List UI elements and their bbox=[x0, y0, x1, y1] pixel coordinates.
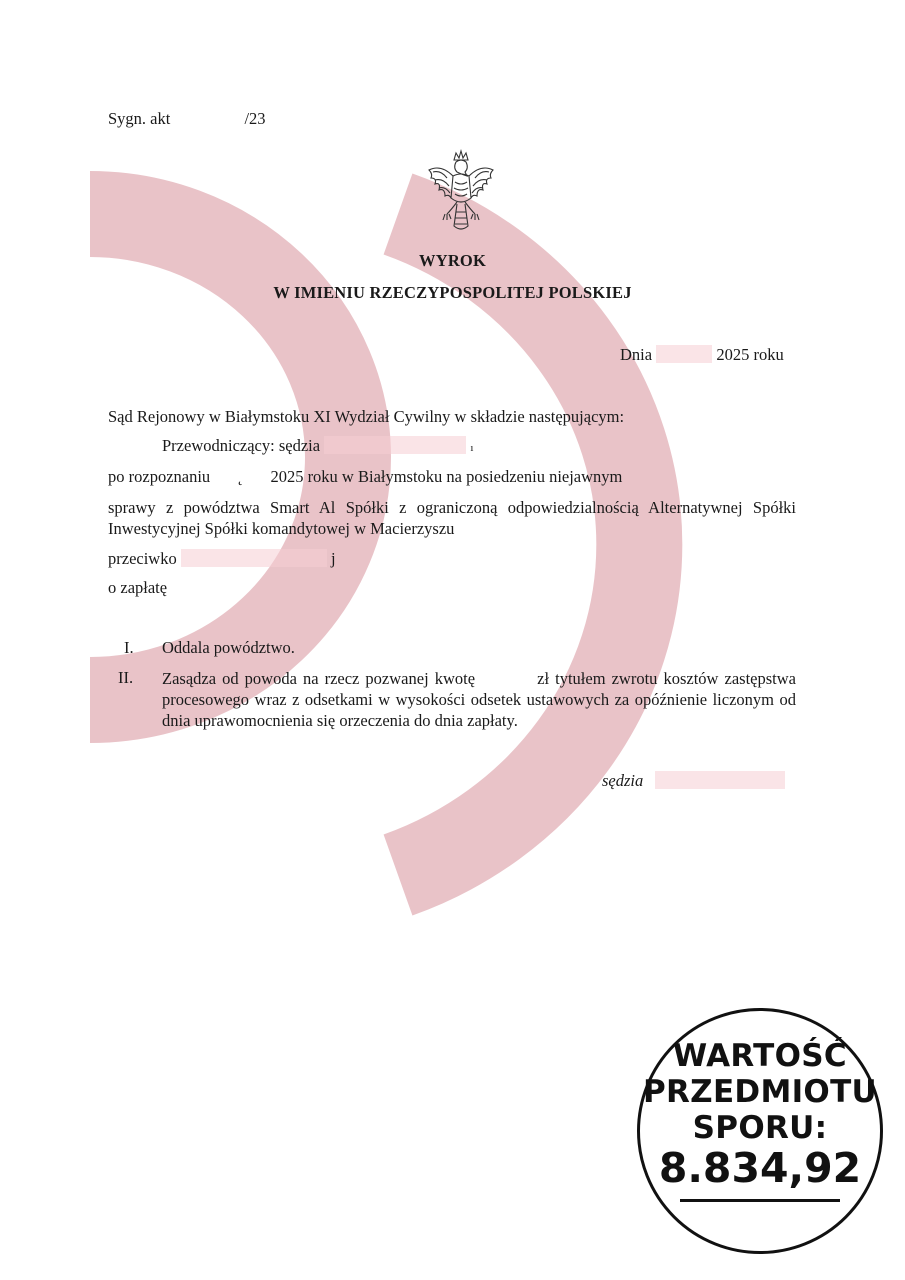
signature-redaction bbox=[655, 771, 785, 789]
document-title: WYROK bbox=[419, 251, 486, 270]
consideration-mark: ˛ bbox=[237, 467, 244, 486]
ruling-2-text-after: zł tytułem zwrotu kosztów zastępstwa procesowego wraz z odsetkami w wysokości odsetek ustawowych za opóźnienie liczonym od dnia uprawomocnienia się orzeczenia do dnia zapłaty. bbox=[162, 669, 797, 730]
presiding-label: Przewodniczący: sędzia bbox=[162, 436, 321, 455]
against-label: przeciwko bbox=[108, 549, 177, 568]
stamp-line-2: PRZEDMIOTU bbox=[642, 1074, 878, 1110]
consideration-suffix: 2025 roku w Białymstoku na posiedzeniu niejawnym bbox=[270, 467, 623, 486]
case-signature-prefix: Sygn. akt bbox=[108, 109, 171, 128]
stamp-value: 8.834,92 bbox=[658, 1144, 862, 1192]
ruling-2-numeral: II. bbox=[118, 668, 134, 687]
stamp-line-1: WARTOŚĆ bbox=[673, 1038, 847, 1074]
case-signature-suffix: /23 bbox=[244, 109, 266, 128]
amount-redaction bbox=[481, 669, 531, 687]
date-redaction bbox=[656, 345, 712, 363]
ruling-2-text-before: Zasądza od powoda na rzecz pozwanej kwotę bbox=[162, 669, 476, 688]
against-tail: j bbox=[330, 549, 336, 568]
consideration-line bbox=[108, 467, 622, 487]
judgment-date bbox=[620, 345, 784, 365]
defendant-redaction bbox=[181, 549, 327, 567]
judge-name-redaction bbox=[324, 436, 466, 454]
ruling-1-text: Oddala powództwo. bbox=[162, 638, 295, 657]
dispute-value-stamp bbox=[637, 1008, 883, 1254]
defendant-line bbox=[108, 549, 336, 569]
signature-block bbox=[602, 771, 785, 791]
date-suffix: 2025 roku bbox=[716, 345, 784, 364]
ruling-2-text bbox=[162, 668, 796, 731]
document-subtitle: W IMIENIU RZECZYPOSPOLITEJ POLSKIEJ bbox=[273, 283, 632, 302]
ruling-1-numeral: I. bbox=[124, 638, 134, 657]
case-number-redaction bbox=[174, 109, 244, 127]
stamp-line-3: SPORU: bbox=[692, 1110, 828, 1146]
polish-eagle-emblem-icon bbox=[423, 148, 499, 236]
presiding-judge bbox=[162, 436, 473, 456]
signature-label: sędzia bbox=[602, 771, 644, 790]
case-description: sprawy z powództwa Smart Al Spółki z ograniczoną odpowiedzialnością Alternatywnej Spółki Inwestycyjnej Spółki komandytowej w Macierzyszu bbox=[108, 498, 796, 538]
case-signature bbox=[108, 109, 266, 129]
stamp-underline bbox=[680, 1199, 840, 1202]
court-composition: Sąd Rejonowy w Białymstoku XI Wydział Cywilny w składzie następującym: bbox=[108, 407, 625, 426]
consideration-prefix: po rozpoznaniu bbox=[108, 467, 211, 486]
case-subject: o zapłatę bbox=[108, 578, 168, 597]
presiding-tail: ı bbox=[470, 442, 474, 454]
date-prefix: Dnia bbox=[620, 345, 653, 364]
